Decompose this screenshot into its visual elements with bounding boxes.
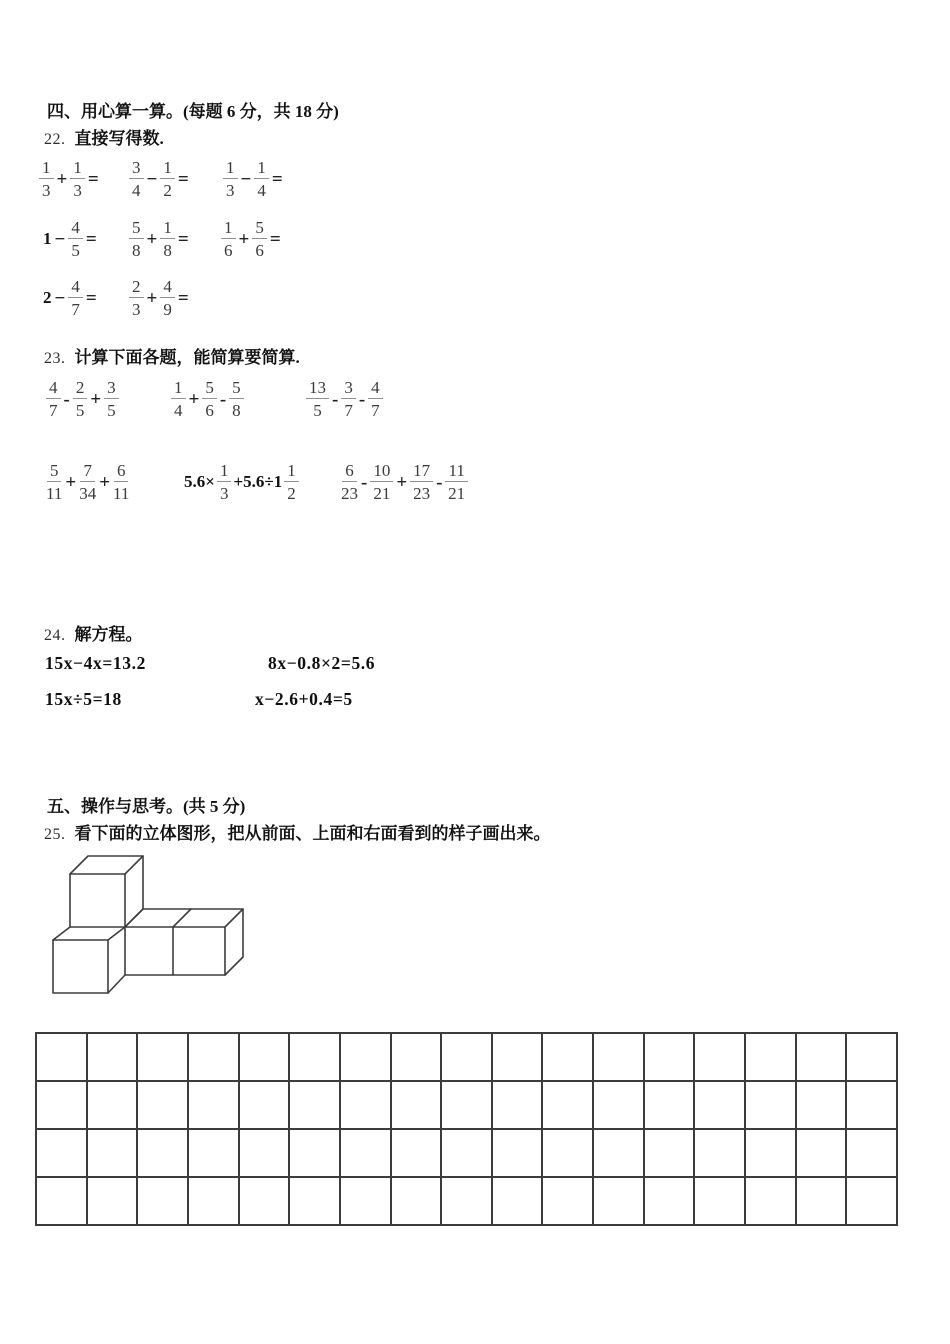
grid-cell: [796, 1081, 847, 1129]
numerator: 4: [68, 218, 83, 239]
operator: +: [238, 228, 250, 250]
q24-equation: 15x÷5=18: [45, 689, 122, 709]
operator: -: [63, 388, 70, 410]
fraction: [306, 378, 329, 420]
fraction: [221, 218, 236, 260]
operator: -: [358, 388, 366, 410]
grid-cell: [694, 1033, 745, 1081]
numerator: 5: [229, 378, 244, 399]
q25-number: 25.: [44, 826, 66, 843]
numerator: 13: [306, 378, 329, 399]
grid-cell: [239, 1129, 290, 1177]
q22-expression: [220, 218, 283, 260]
grid-cell: [644, 1177, 695, 1225]
right-cubes: [125, 909, 243, 975]
q24-equation: 8x−0.8×2=5.6: [268, 653, 376, 673]
operator: +: [396, 471, 408, 493]
grid-cell: [593, 1129, 644, 1177]
numerator: 5: [252, 218, 267, 239]
denominator: 8: [132, 241, 141, 260]
q22-expression: [128, 158, 191, 200]
grid-cell: [289, 1081, 340, 1129]
denominator: 7: [49, 401, 58, 420]
grid-cell: [340, 1177, 391, 1225]
denominator: 11: [113, 484, 130, 503]
grid-cell: [188, 1033, 239, 1081]
fraction: [410, 461, 433, 503]
numerator: 1: [223, 158, 238, 179]
operator: +: [188, 388, 200, 410]
numerator: 1: [171, 378, 186, 399]
denominator: 11: [46, 484, 63, 503]
denominator: 3: [132, 300, 141, 319]
grid-cell: [644, 1129, 695, 1177]
fraction: [129, 277, 144, 319]
fraction: [160, 218, 175, 260]
operator: -: [332, 388, 339, 410]
operator: =: [177, 228, 189, 250]
grid-cell: [644, 1033, 695, 1081]
q23-expression: [183, 461, 300, 503]
q22-heading: [44, 124, 164, 149]
denominator: 23: [413, 484, 431, 503]
grid-cell: [391, 1033, 442, 1081]
numerator: 5: [129, 218, 144, 239]
q22-expression: [42, 277, 99, 319]
denominator: 5: [107, 401, 116, 420]
denominator: 21: [448, 484, 466, 503]
grid-cell: [694, 1177, 745, 1225]
denominator: 7: [344, 401, 353, 420]
q23-number: 23.: [44, 350, 66, 367]
operator: −: [54, 287, 66, 309]
numerator: 1: [217, 461, 232, 482]
q22-title: 直接写得数.: [74, 129, 164, 148]
fraction: [73, 378, 88, 420]
operator: -: [219, 388, 227, 410]
grid-cell: [87, 1129, 138, 1177]
q22-expression: [42, 218, 99, 260]
bold-number: 5.6×: [184, 472, 215, 491]
grid-cell: [542, 1129, 593, 1177]
denominator: 9: [163, 300, 172, 319]
grid-cell: [239, 1177, 290, 1225]
fraction: [284, 461, 299, 503]
operator: +: [146, 287, 158, 309]
grid-cell: [340, 1033, 391, 1081]
numerator: 1: [70, 158, 85, 179]
grid-cell: [492, 1177, 543, 1225]
fraction: [252, 218, 267, 260]
q22-expression: [222, 158, 285, 200]
operator: +: [99, 471, 111, 493]
grid-cell: [36, 1177, 87, 1225]
grid-cell: [137, 1081, 188, 1129]
fraction: [229, 378, 244, 420]
operator: =: [85, 287, 97, 309]
numerator: 2: [129, 277, 144, 298]
numerator: 3: [104, 378, 119, 399]
fraction: [171, 378, 186, 420]
fraction: [254, 158, 269, 200]
grid-cell: [188, 1177, 239, 1225]
grid-cell: [846, 1033, 897, 1081]
grid-cell: [340, 1081, 391, 1129]
grid-cell: [289, 1177, 340, 1225]
fraction: [129, 158, 144, 200]
operator: −: [54, 228, 66, 250]
grid-cell: [391, 1177, 442, 1225]
grid-cell: [87, 1081, 138, 1129]
fraction: [217, 461, 232, 503]
grid-cell: [391, 1081, 442, 1129]
denominator: 2: [287, 484, 296, 503]
numerator: 4: [160, 277, 175, 298]
numerator: 4: [46, 378, 61, 399]
q23-expression: [45, 461, 130, 503]
fraction: [202, 378, 217, 420]
operator: =: [177, 287, 189, 309]
fraction: [223, 158, 238, 200]
numerator: 1: [160, 218, 175, 239]
q22-number: 22.: [44, 131, 66, 148]
operator: −: [240, 168, 252, 190]
numerator: 17: [410, 461, 433, 482]
section5-title: 五、操作与思考。(共 5 分): [47, 797, 246, 816]
fraction: [129, 218, 144, 260]
operator: =: [269, 228, 281, 250]
numerator: 3: [341, 378, 356, 399]
grid-cell: [745, 1081, 796, 1129]
q23-title: 计算下面各题，能简算要简算.: [74, 348, 300, 367]
cube-figure-svg: [45, 850, 255, 1000]
numerator: 5: [202, 378, 217, 399]
operator: -: [361, 471, 368, 493]
grid-cell: [289, 1129, 340, 1177]
grid-cell: [846, 1177, 897, 1225]
grid-cell: [796, 1033, 847, 1081]
cube-figure: [45, 850, 255, 1000]
q23-heading: [44, 343, 300, 368]
grid-cell: [745, 1177, 796, 1225]
fraction: [160, 158, 175, 200]
q22-expression: [128, 277, 191, 319]
section4-title: 四、用心算一算。(每题 6 分，共 18 分): [47, 102, 339, 121]
bold-number: 2: [43, 288, 52, 307]
grid-cell: [289, 1033, 340, 1081]
q23-expression: [170, 378, 245, 420]
grid-cell: [391, 1129, 442, 1177]
numerator: 6: [342, 461, 357, 482]
grid-cell: [441, 1033, 492, 1081]
fraction: [368, 378, 383, 420]
q23-expression: [45, 378, 120, 420]
operator: −: [146, 168, 158, 190]
denominator: 8: [163, 241, 172, 260]
numerator: 2: [73, 378, 88, 399]
denominator: 3: [73, 181, 82, 200]
q24-number: 24.: [44, 627, 66, 644]
grid-cell: [593, 1081, 644, 1129]
bottom-left-cube: [53, 927, 125, 993]
numerator: 6: [114, 461, 129, 482]
fraction: [68, 218, 83, 260]
grid-cell: [694, 1081, 745, 1129]
grid-cell: [542, 1081, 593, 1129]
grid-cell: [745, 1129, 796, 1177]
grid-cell: [441, 1177, 492, 1225]
numerator: 3: [129, 158, 144, 179]
fraction: [70, 158, 85, 200]
denominator: 21: [373, 484, 391, 503]
denominator: 34: [79, 484, 97, 503]
fraction: [160, 277, 175, 319]
q25-title: 看下面的立体图形，把从前面、上面和右面看到的样子画出来。: [74, 824, 551, 843]
numerator: 5: [47, 461, 62, 482]
numerator: 1: [160, 158, 175, 179]
grid-cell: [137, 1129, 188, 1177]
grid-cell: [340, 1129, 391, 1177]
grid-cell: [694, 1129, 745, 1177]
fraction: [341, 378, 356, 420]
q24-heading: [44, 620, 143, 645]
denominator: 5: [75, 401, 85, 420]
fraction: [79, 461, 96, 503]
bold-number: 1: [43, 229, 52, 248]
grid-cell: [137, 1177, 188, 1225]
denominator: 6: [224, 241, 233, 260]
grid-cell: [846, 1081, 897, 1129]
denominator: 4: [132, 181, 141, 200]
grid-cell: [239, 1081, 290, 1129]
denominator: 8: [232, 401, 241, 420]
grid-cell: [492, 1129, 543, 1177]
grid-cell: [441, 1081, 492, 1129]
grid-cell: [796, 1129, 847, 1177]
answer-grid: [35, 1032, 898, 1226]
q22-expression: [128, 218, 191, 260]
operator: +: [56, 168, 68, 190]
denominator: 4: [174, 401, 183, 420]
denominator: 5: [313, 401, 322, 420]
fraction: [445, 461, 467, 503]
operator: +: [146, 228, 158, 250]
q24-equation: x−2.6+0.4=5: [255, 689, 353, 709]
operator: +: [90, 388, 102, 410]
denominator: 6: [205, 401, 214, 420]
grid-cell: [542, 1177, 593, 1225]
grid-cell: [36, 1129, 87, 1177]
numerator: 7: [80, 461, 95, 482]
denominator: 6: [255, 241, 264, 260]
numerator: 1: [254, 158, 269, 179]
grid-cell: [87, 1033, 138, 1081]
grid-cell: [492, 1081, 543, 1129]
grid-cell: [36, 1033, 87, 1081]
fraction: [39, 158, 54, 200]
grid-cell: [796, 1177, 847, 1225]
q23-expression: [305, 378, 384, 420]
fraction: [68, 277, 83, 319]
fraction: [370, 461, 393, 503]
q25-heading: [44, 819, 551, 844]
numerator: 4: [68, 277, 83, 298]
grid-cell: [188, 1081, 239, 1129]
grid-cell: [593, 1033, 644, 1081]
operator: =: [271, 168, 283, 190]
grid-cell: [36, 1081, 87, 1129]
grid-cell: [745, 1033, 796, 1081]
denominator: 3: [219, 484, 229, 503]
top-cube: [70, 856, 143, 927]
numerator: 10: [370, 461, 393, 482]
denominator: 3: [42, 181, 51, 200]
grid-cell: [593, 1177, 644, 1225]
grid-cell: [87, 1177, 138, 1225]
q24-title: 解方程。: [74, 625, 143, 644]
grid-cell: [644, 1081, 695, 1129]
fraction: [46, 378, 61, 420]
denominator: 5: [71, 241, 80, 260]
fraction: [341, 461, 358, 503]
denominator: 7: [71, 300, 80, 319]
denominator: 3: [226, 181, 235, 200]
denominator: 7: [371, 401, 380, 420]
numerator: 1: [284, 461, 299, 482]
grid-cell: [137, 1033, 188, 1081]
grid-cell: [188, 1129, 239, 1177]
grid-cell: [239, 1033, 290, 1081]
q24-equation: 15x−4x=13.2: [45, 653, 146, 673]
operator: =: [85, 228, 97, 250]
fraction: [46, 461, 62, 503]
operator: -: [436, 471, 443, 493]
operator: =: [87, 168, 99, 190]
denominator: 4: [257, 181, 266, 200]
denominator: 23: [341, 484, 358, 503]
fraction: [104, 378, 119, 420]
bold-number: +5.6÷1: [233, 472, 283, 491]
grid-cell: [441, 1129, 492, 1177]
numerator: 1: [39, 158, 54, 179]
numerator: 11: [445, 461, 467, 482]
denominator: 2: [163, 181, 172, 200]
grid-cell: [492, 1033, 543, 1081]
operator: +: [65, 471, 77, 493]
numerator: 1: [221, 218, 236, 239]
fraction: [113, 461, 129, 503]
grid-cell: [542, 1033, 593, 1081]
operator: =: [177, 168, 189, 190]
grid-cell: [846, 1129, 897, 1177]
q22-expression: [38, 158, 101, 200]
numerator: 4: [368, 378, 383, 399]
q23-expression: [340, 461, 469, 503]
